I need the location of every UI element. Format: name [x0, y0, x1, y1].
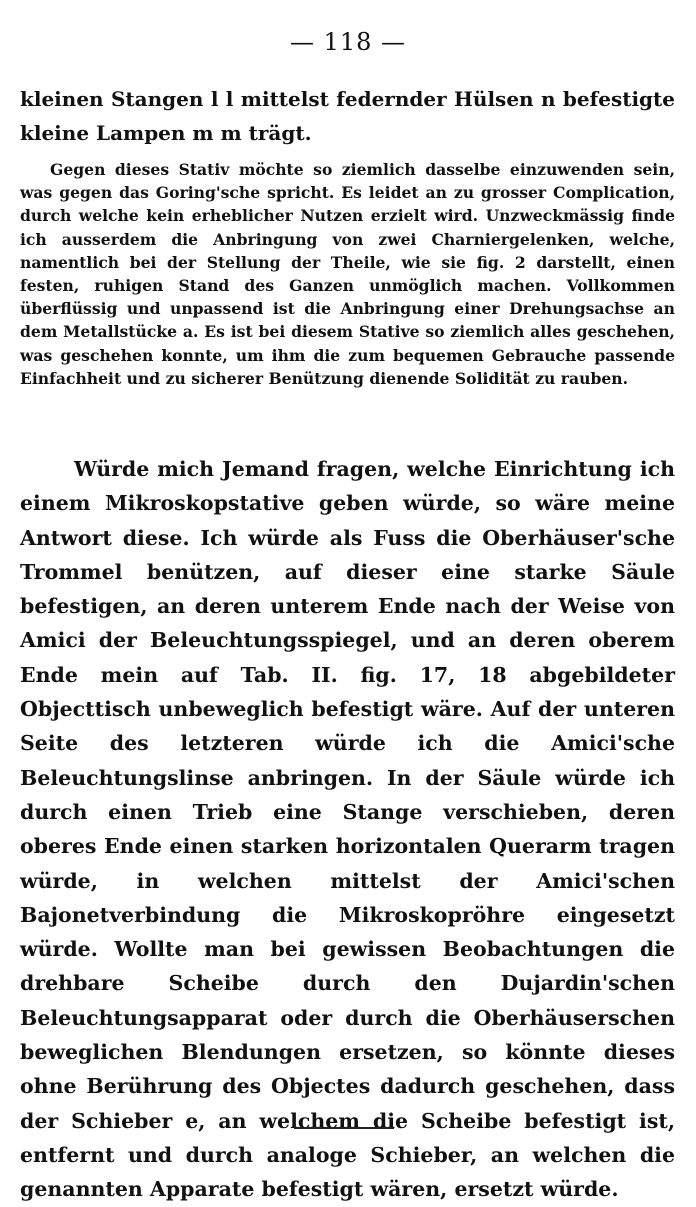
small-print-paragraph: Gegen dieses Stativ möchte so ziemlich dasselbe einzuwenden sein, was gegen das Goring'sche spricht. Es leidet an zu grosser Complication, durch welche kein erheblicher Nutzen erzielt wird. Unzweckmässig finde ich ausserdem die Anbringung von zwei Charniergelenken, welche, namentlich bei der Stellung der Theile, wie sie fig. 2 darstellt, einen festen, ruhigen Stand des Ganzen unmöglich machen. Vollkommen überflüssig und unpassend ist die Anbringung einer Drehungsachse an dem Metallstücke a. Es ist bei diesem Stative so ziemlich alles geschehen, was geschehen konnte, um ihm die zum bequemen Gebrauche passende Einfachheit und zu sicherer Benützung dienende Solidität zu rauben. — [20, 160, 675, 388]
page-number: — 118 — — [289, 28, 407, 56]
end-rule — [294, 1127, 394, 1129]
intro-text: kleinen Stangen l l mittelst federnder Hülsen n befestigte kleine Lampen m m trägt. — [20, 87, 675, 145]
main-paragraph: Würde mich Jemand fragen, welche Einrichtung ich einem Mikroskopstative geben würde, so wäre meine Antwort diese. Ich würde als Fuss die Oberhäuser'sche Trommel benützen, auf dieser eine starke Säule befestigen, an deren unterem Ende nach der Weise von Amici der Beleuchtungsspiegel, und an deren oberem Ende mein auf Tab. II. fig. 17, 18 abgebildeter Objecttisch unbeweglich befestigt wäre. Auf der unteren Seite des letzteren würde ich die Amici'sche Beleuchtungslinse anbringen. In der Säule würde ich durch einen Trieb eine Stange verschieben, deren oberes Ende einen starken horizontalen Querarm tragen würde, in welchen mittelst der Amici'schen Bajonetverbindung die Mikroskopröhre eingesetzt würde. Wollte man bei gewissen Beobachtungen die drehbare Scheibe durch den Dujardin'schen Beleuchtungsapparat oder durch die Oberhäuserschen beweglichen Blendungen ersetzen, so könnte dieses ohne Berührung des Objectes dadurch geschehen, dass der Schieber e, an welchem die Scheibe befestigt ist, entfernt und durch analoge Schieber, an welchen die genannten Apparate befestigt wären, ersetzt würde. — [20, 457, 675, 1202]
